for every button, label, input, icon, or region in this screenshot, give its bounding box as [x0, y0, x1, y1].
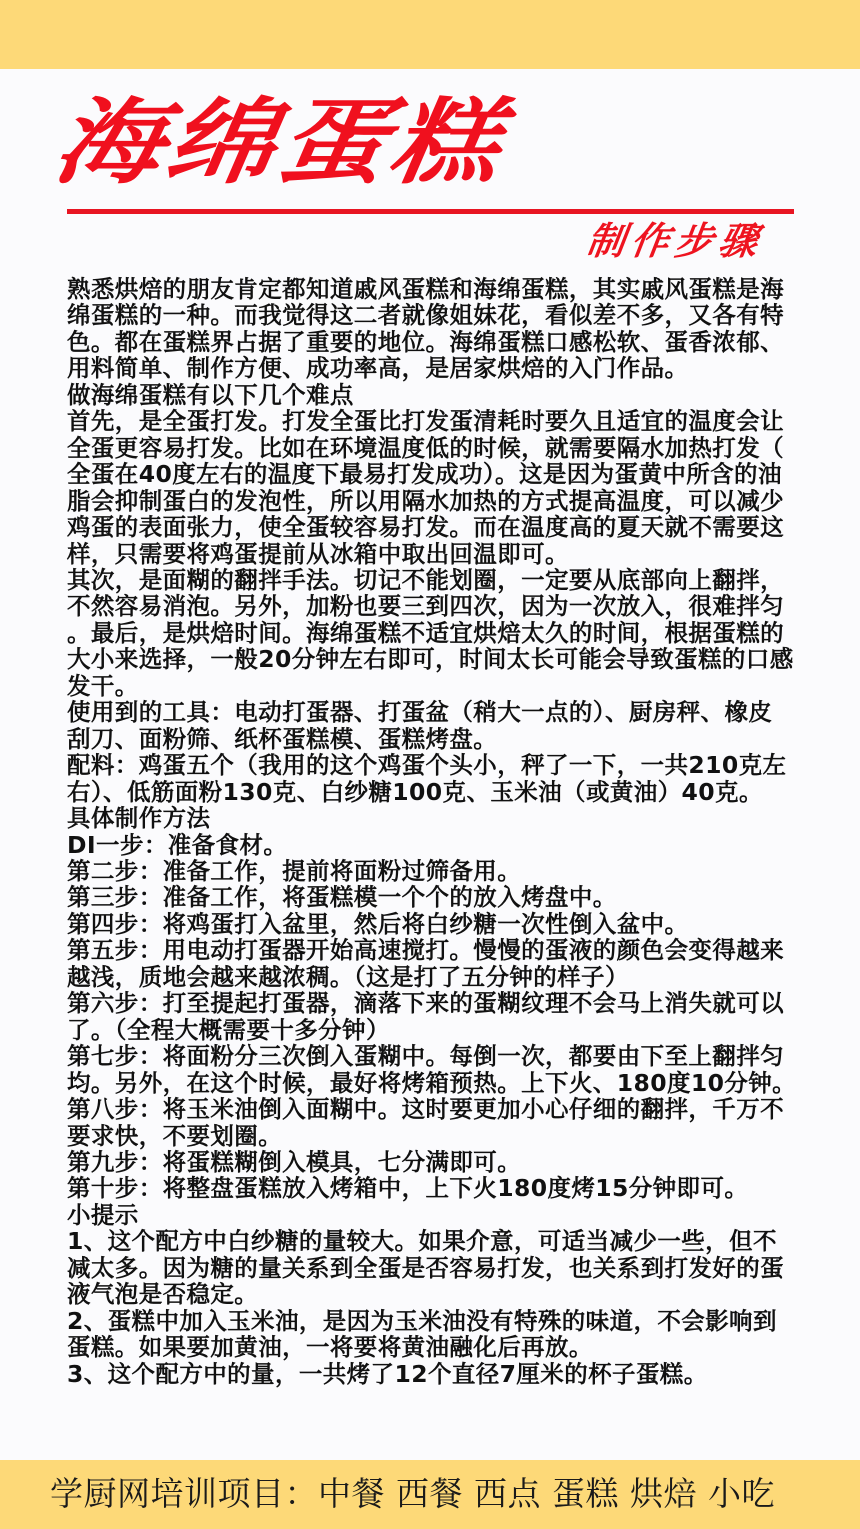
- tip-line: 2、蛋糕中加入玉米油，是因为玉米油没有特殊的味道，不会影响到: [67, 1306, 777, 1335]
- body-line: 发干。: [67, 671, 139, 700]
- tools-line: 刮刀、面粉筛、纸杯蛋糕模、蛋糕烤盘。: [67, 724, 498, 753]
- step-line: 第十步：将整盘蛋糕放入烤箱中，上下火180度烤15分钟即可。: [67, 1174, 749, 1203]
- body-line: 绵蛋糕的一种。而我觉得这二者就像姐妹花，看似差不多，又各有特: [67, 301, 784, 330]
- body-line: 样，只需要将鸡蛋提前从冰箱中取出回温即可。: [67, 539, 569, 568]
- step-line: 第五步：用电动打蛋器开始高速搅打。慢慢的蛋液的颜色会变得越来: [67, 936, 784, 965]
- body-line: 鸡蛋的表面张力，使全蛋较容易打发。而在温度高的夏天就不需要这: [67, 513, 784, 542]
- body-line: 熟悉烘焙的朋友肯定都知道戚风蛋糕和海绵蛋糕，其实戚风蛋糕是海: [67, 275, 784, 303]
- body-line: 不然容易消泡。另外，加粉也要三到四次，因为一次放入，很难拌匀: [67, 592, 784, 621]
- top-banner: [0, 0, 860, 69]
- tools-line: 使用到的工具：电动打蛋器、打蛋盆（稍大一点的）、厨房秤、橡皮: [67, 698, 773, 727]
- section-heading-tips: 小提示: [67, 1200, 139, 1229]
- step-line: 均。另外，在这个时候，最好将烤箱预热。上下火、180度10分钟。: [67, 1068, 797, 1097]
- page-subtitle: 制作步骤: [583, 219, 767, 263]
- step-line: 了。（全程大概需要十多分钟）: [67, 1015, 390, 1044]
- body-line: 。最后，是烘焙时间。海绵蛋糕不适宜烘焙太久的时间，根据蛋糕的: [67, 618, 784, 647]
- step-line: 第四步：将鸡蛋打入盆里，然后将白纱糖一次性倒入盆中。: [67, 909, 689, 938]
- section-heading-difficulties: 做海绵蛋糕有以下几个难点: [67, 380, 354, 409]
- step-line: 第七步：将面粉分三次倒入蛋糊中。每倒一次，都要由下至上翻拌匀: [67, 1042, 784, 1071]
- body-line: 用料简单、制作方便、成功率高，是居家烘焙的入门作品。: [67, 354, 689, 383]
- tip-line: 1、这个配方中白纱糖的量较大。如果介意，可适当减少一些，但不: [67, 1227, 777, 1256]
- title-divider: [67, 209, 794, 214]
- body-line: 其次，是面糊的翻拌手法。切记不能划圈，一定要从底部向上翻拌，: [67, 565, 784, 594]
- tip-line: 液气泡是否稳定。: [67, 1280, 259, 1309]
- section-heading-method: 具体制作方法: [67, 804, 211, 833]
- body-line: 全蛋在40度左右的温度下最易打发成功）。这是因为蛋黄中所含的油: [67, 460, 782, 489]
- ingredients-line: 右）、低筋面粉130克、白纱糖100克、玉米油（或黄油）40克。: [67, 777, 763, 806]
- body-line: 首先，是全蛋打发。打发全蛋比打发蛋清耗时要久且适宜的温度会让: [67, 407, 784, 436]
- ingredients-line: 配料：鸡蛋五个（我用的这个鸡蛋个头小，秤了一下，一共210克左: [67, 751, 787, 780]
- step-line: 第八步：将玉米油倒入面糊中。这时要更加小心仔细的翻拌，千万不: [67, 1095, 784, 1124]
- body-line: 大小来选择，一般20分钟左右即可，时间太长可能会导致蛋糕的口感: [67, 645, 794, 674]
- footer-training-programs: 学厨网培训项目：中餐 西餐 西点 蛋糕 烘焙 小吃: [50, 1474, 775, 1513]
- tip-line: 蛋糕。如果要加黄油，一将要将黄油融化后再放。: [67, 1333, 593, 1362]
- step-line: 越浅，质地会越来越浓稠。（这是打了五分钟的样子）: [67, 962, 629, 991]
- step-line: 第六步：打至提起打蛋器，滴落下来的蛋糊纹理不会马上消失就可以: [67, 989, 784, 1018]
- step-line: 要求快，不要划圈。: [67, 1121, 283, 1150]
- step-line: 第九步：将蛋糕糊倒入模具，七分满即可。: [67, 1147, 522, 1176]
- page-title: 海绵蛋糕: [47, 89, 511, 197]
- step-line: DI一步：准备食材。: [67, 830, 288, 859]
- tip-line: 3、这个配方中的量，一共烤了12个直径7厘米的杯子蛋糕。: [67, 1359, 708, 1388]
- step-line: 第三步：准备工作，将蛋糕模一个个的放入烤盘中。: [67, 883, 617, 912]
- tip-line: 减太多。因为糖的量关系到全蛋是否容易打发，也关系到打发好的蛋: [67, 1253, 784, 1282]
- step-line: 第二步：准备工作，提前将面粉过筛备用。: [67, 856, 522, 885]
- body-line: 色。都在蛋糕界占据了重要的地位。海绵蛋糕口感松软、蛋香浓郁、: [67, 327, 784, 356]
- body-line: 脂会抑制蛋白的发泡性，所以用隔水加热的方式提高温度，可以减少: [67, 486, 784, 515]
- article-body: [67, 276, 807, 1387]
- body-line: 全蛋更容易打发。比如在环境温度低的时候，就需要隔水加热打发（: [67, 433, 784, 462]
